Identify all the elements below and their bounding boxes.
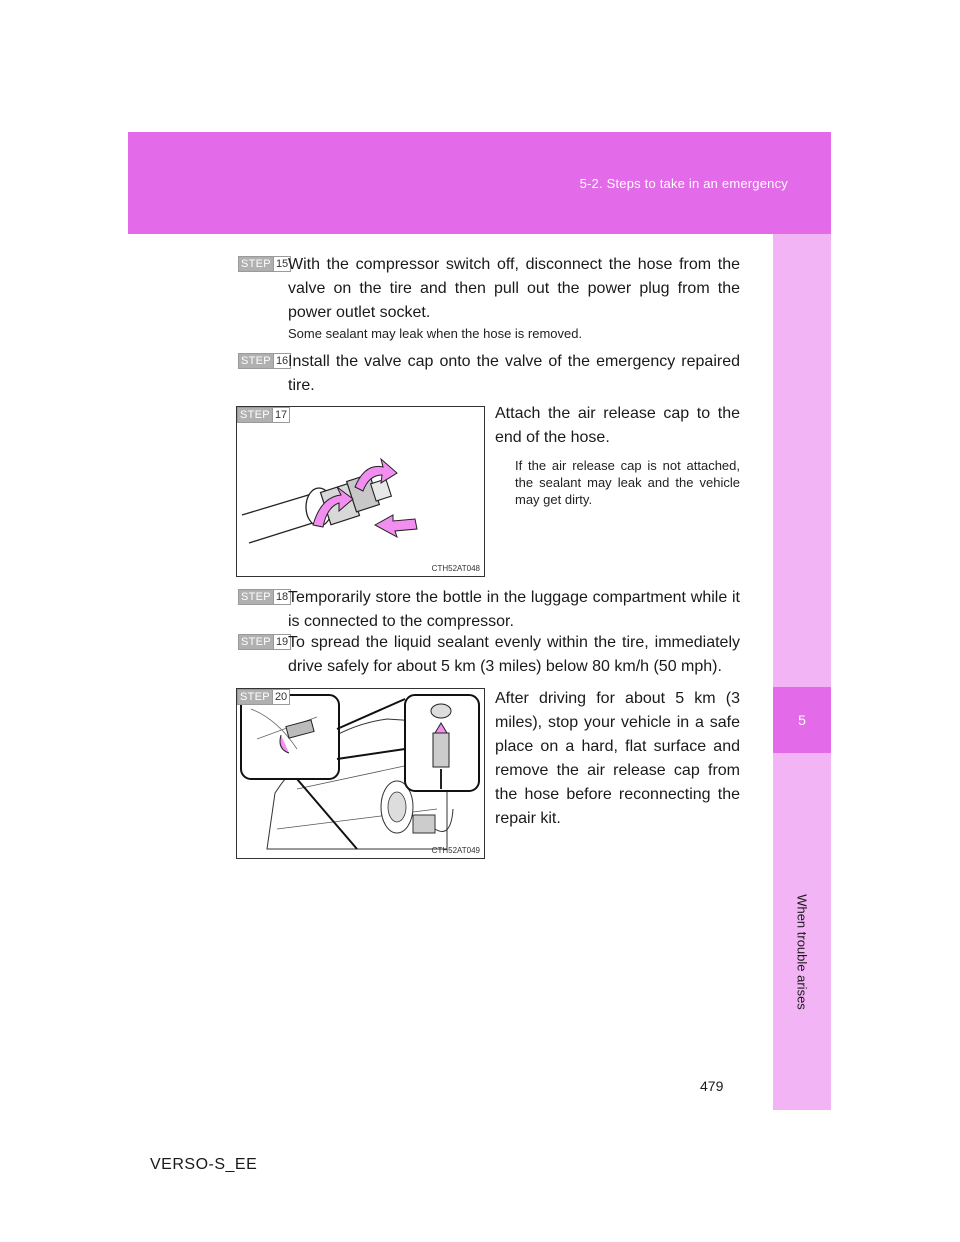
step-16-text: Install the valve cap onto the valve of the emergency repaired tire. <box>288 353 740 394</box>
chapter-side-tab <box>773 234 831 1110</box>
step-15-text <box>288 253 740 325</box>
figure-code: CTH52AT048 <box>431 564 480 573</box>
page-number: 479 <box>700 1078 724 1094</box>
step-badge-label: STEP <box>241 591 271 603</box>
step-badge-label: STEP <box>240 691 270 703</box>
step-19-text: To spread the liquid sealant evenly within the tire, immediately drive safely for about 5 km (3 miles) below 80 km/h (50 mph). <box>288 634 740 675</box>
step-badge-label: STEP <box>241 355 271 367</box>
chapter-tab-active[interactable] <box>773 687 831 753</box>
step-badge-15 <box>238 256 291 272</box>
car-repair-kit-illustration <box>237 689 484 858</box>
figure-remove-cap <box>236 688 485 859</box>
figure-air-release-cap <box>236 406 485 577</box>
step-17-note: If the air release cap is not attached, the sealant may leak and the vehicle may get dirty. <box>515 458 740 507</box>
step-badge-number: 16 <box>273 354 290 368</box>
step-badge-number: 19 <box>273 635 290 649</box>
step-badge-label: STEP <box>241 258 271 270</box>
step-badge-label: STEP <box>240 409 270 421</box>
chapter-title: When trouble arises <box>794 894 810 1010</box>
section-title: 5-2. Steps to take in an emergency <box>579 176 788 191</box>
step-20-text: After driving for about 5 km (3 miles), stop your vehicle in a safe place on a hard, flat surface and remove the air release cap from the hose before reconnecting the repair kit. <box>495 690 740 827</box>
step-badge-label: STEP <box>241 636 271 648</box>
step-18-text: Temporarily store the bottle in the luggage compartment while it is connected to the compressor. <box>288 589 740 630</box>
figure-code: CTH52AT049 <box>431 846 480 855</box>
step-badge-20 <box>237 689 290 705</box>
header-band <box>128 132 831 234</box>
step-badge-number: 18 <box>273 590 290 604</box>
hose-cap-illustration <box>237 407 484 576</box>
step-17-text: Attach the air release cap to the end of the hose. <box>495 405 740 446</box>
step-15-note: Some sealant may leak when the hose is removed. <box>288 326 583 341</box>
step-badge-17 <box>237 407 290 423</box>
step-badge-number: 20 <box>272 690 289 704</box>
chapter-number: 5 <box>798 712 806 728</box>
step-badge-16 <box>238 353 291 369</box>
step-badge-number: 17 <box>272 408 289 422</box>
step-badge-18 <box>238 589 291 605</box>
step-badge-number: 15 <box>273 257 290 271</box>
document-id: VERSO-S_EE <box>150 1156 258 1173</box>
step-15-text-content: With the compressor switch off, disconnect the hose from the valve on the tire and then pull out the power plug from the power outlet socket. <box>288 256 740 321</box>
step-badge-19 <box>238 634 291 650</box>
